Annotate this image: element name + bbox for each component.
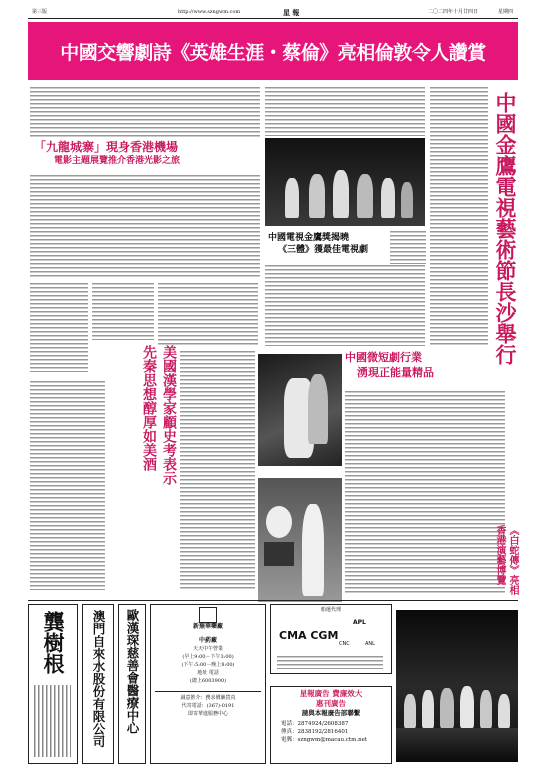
pharmacy-line1: 天天中午營業 bbox=[192, 646, 223, 652]
advert-line2: 惠刊廣告 bbox=[316, 699, 346, 708]
pharmacy-line3: (下午:5:00－晚上8:00) bbox=[181, 662, 235, 668]
pharmacy-footer2: 代寄電話：(367)-0191 bbox=[181, 703, 235, 709]
advert-fax: 傳真：2838192/2816401 bbox=[281, 729, 349, 735]
restaurant-ad-name: 龔樹根 bbox=[41, 611, 65, 674]
issue-date: 二〇二四年十月廿四日 bbox=[428, 9, 479, 15]
cnc-logo: CNC bbox=[339, 641, 350, 647]
charity-clinic-ad bbox=[118, 604, 146, 764]
hk-opera-headline bbox=[488, 525, 518, 610]
hk-opera-line1: 《白蛇傳》亮相 bbox=[507, 525, 518, 595]
sinologist-line1: 美國漢學家顧史考表示 bbox=[161, 345, 177, 485]
kowloon-subtitle: 電影主題展覽推介香港光影之旅 bbox=[54, 156, 181, 166]
pharmacy-line4: 地址 電話 bbox=[197, 670, 219, 676]
site-url: http://www.szngwm.com bbox=[178, 9, 241, 15]
pharmacy-title: 新蕪華藥廠 bbox=[192, 623, 223, 630]
golden-eagle-headline: 中國金鷹電視藝術節長沙舉行 bbox=[493, 92, 517, 365]
article-text-left-col-b bbox=[92, 282, 154, 340]
tv-awards-caption-line1: 中國電視金鷹獎揭曉 bbox=[268, 233, 350, 243]
cma-label: 船運代理 bbox=[320, 607, 341, 613]
article-text-center-top bbox=[265, 86, 425, 136]
pharmacy-footer1: 誠意推介：務求價廉貨真 bbox=[180, 695, 236, 701]
weekday: 星期四 bbox=[498, 9, 514, 15]
advert-tel: 電話：2874924/2608387 bbox=[281, 721, 349, 727]
tv-awards-caption bbox=[268, 232, 388, 262]
pharmacy-logo-icon bbox=[199, 607, 217, 623]
pharmacy-footer3: 即寄華進服務中心 bbox=[187, 711, 228, 717]
tv-awards-photo bbox=[265, 138, 425, 226]
advert-line3: 請與本報廣告部聯繫 bbox=[301, 709, 361, 717]
hk-opera-line2: 香港演藝博覽 bbox=[494, 525, 505, 585]
article-text-center-lower bbox=[345, 390, 505, 595]
microdrama-line2: 湧現正能量精品 bbox=[357, 366, 434, 379]
ad-section-divider bbox=[28, 600, 518, 601]
advert-email: 電郵：szngwm@macau.ctm.net bbox=[281, 737, 368, 743]
kowloon-headline bbox=[34, 140, 259, 170]
cma-brand: CMA CGM bbox=[279, 629, 339, 642]
sinologist-line2: 先秦思想醇厚如美酒 bbox=[141, 345, 157, 471]
article-text-center-mid bbox=[265, 264, 425, 346]
sinologist-headline bbox=[108, 345, 178, 520]
article-text-left-bottom-b bbox=[180, 350, 255, 590]
tv-awards-caption-line2: 《三體》獲最佳電視劇 bbox=[278, 245, 369, 255]
microdrama-headline bbox=[345, 350, 505, 386]
microdrama-line1: 中國微短劇行業 bbox=[345, 351, 422, 364]
opera-stage-photo bbox=[396, 610, 518, 762]
article-text-right-top bbox=[430, 86, 488, 346]
performer-photo-top bbox=[258, 354, 342, 466]
cma-cgm-ad bbox=[270, 604, 392, 674]
article-text-center-sidebar bbox=[390, 230, 426, 264]
article-text-left-bottom-a bbox=[30, 380, 105, 590]
kowloon-title: 「九龍城寨」現身香港機場 bbox=[34, 140, 179, 154]
advert-line1: 星報廣告 費廉效大 bbox=[299, 689, 363, 698]
charity-clinic-name: 歐漢琛慈善會醫療中心 bbox=[125, 609, 140, 734]
masthead-name: 星 報 bbox=[283, 8, 300, 17]
main-headline: 中國交響劇詩《英雄生涯・蔡倫》亮相倫敦令人讚賞 bbox=[60, 41, 486, 64]
pharmacy-ad bbox=[150, 604, 266, 764]
page-label: 第三版 bbox=[32, 9, 48, 15]
advertising-ad bbox=[270, 686, 392, 764]
apl-logo: APL bbox=[353, 619, 366, 626]
article-text-left-top bbox=[30, 86, 260, 138]
page-header bbox=[28, 8, 518, 19]
article-text-left-col-a bbox=[30, 282, 88, 372]
restaurant-ad bbox=[28, 604, 78, 764]
pharmacy-sub: 中葯廠 bbox=[198, 637, 217, 644]
anl-logo: ANL bbox=[365, 641, 375, 647]
pharmacy-line5: (總上6003900) bbox=[189, 678, 227, 684]
performer-photo-bottom bbox=[258, 478, 342, 602]
water-company-name: 澳門自來水股份有限公司 bbox=[91, 610, 106, 748]
main-headline-banner bbox=[28, 22, 518, 80]
article-text-left-mid bbox=[30, 174, 260, 279]
article-text-left-col-c bbox=[158, 282, 258, 347]
pharmacy-line2: (早上9:00－下午3:00) bbox=[182, 654, 234, 660]
water-company-ad bbox=[82, 604, 114, 764]
